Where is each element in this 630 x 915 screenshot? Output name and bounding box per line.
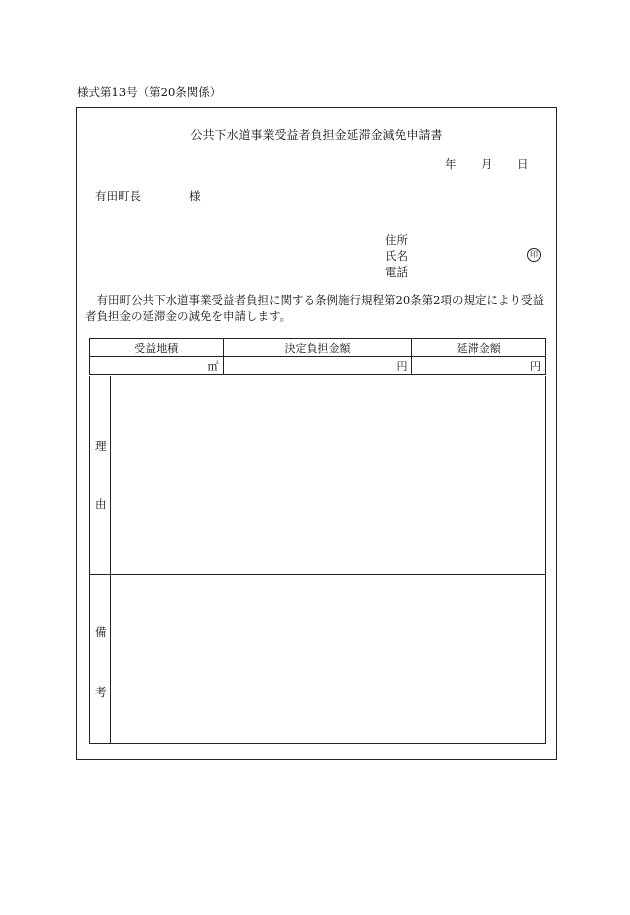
label-column-divider (110, 376, 111, 743)
remarks-label-char-1: 備 (95, 625, 107, 639)
table-header-row (90, 339, 546, 357)
phone-label: 電話 (385, 265, 408, 279)
header-late-fee: 延滞金額 (412, 339, 546, 357)
header-assessed-charge: 決定負担金額 (223, 339, 412, 357)
section-divider (90, 574, 545, 575)
name-label: 氏名 (385, 249, 408, 263)
remarks-label-char-2: 考 (95, 685, 107, 699)
date-day-label: 日 (517, 157, 529, 171)
address-label: 住所 (385, 233, 408, 247)
charge-unit: 円 (223, 357, 412, 375)
application-statement: 有田町公共下水道事業受益者負担に関する条例施行規程第20条第2項の規定により受益者負担金の延滞金の減免を申請します。 (85, 293, 544, 323)
addressee-name: 有田町長 (95, 189, 141, 203)
header-benefit-area: 受益地積 (90, 339, 224, 357)
date-month-label: 月 (481, 157, 493, 171)
form-number: 様式第13号（第20条関係） (77, 85, 222, 99)
addressee-honorific: 様 (189, 189, 201, 203)
reason-label-char-1: 理 (95, 439, 107, 453)
reason-label-char-2: 由 (95, 497, 107, 511)
amount-table (89, 338, 546, 375)
form-title: 公共下水道事業受益者負担金延滞金減免申請書 (190, 128, 443, 142)
seal-mark-icon: 印 (527, 248, 541, 262)
area-unit: ㎡ (90, 357, 224, 375)
late-fee-unit: 円 (412, 357, 546, 375)
reason-remarks-block (89, 376, 546, 744)
table-value-row (90, 357, 546, 375)
date-year-label: 年 (445, 157, 457, 171)
application-form (76, 107, 557, 760)
